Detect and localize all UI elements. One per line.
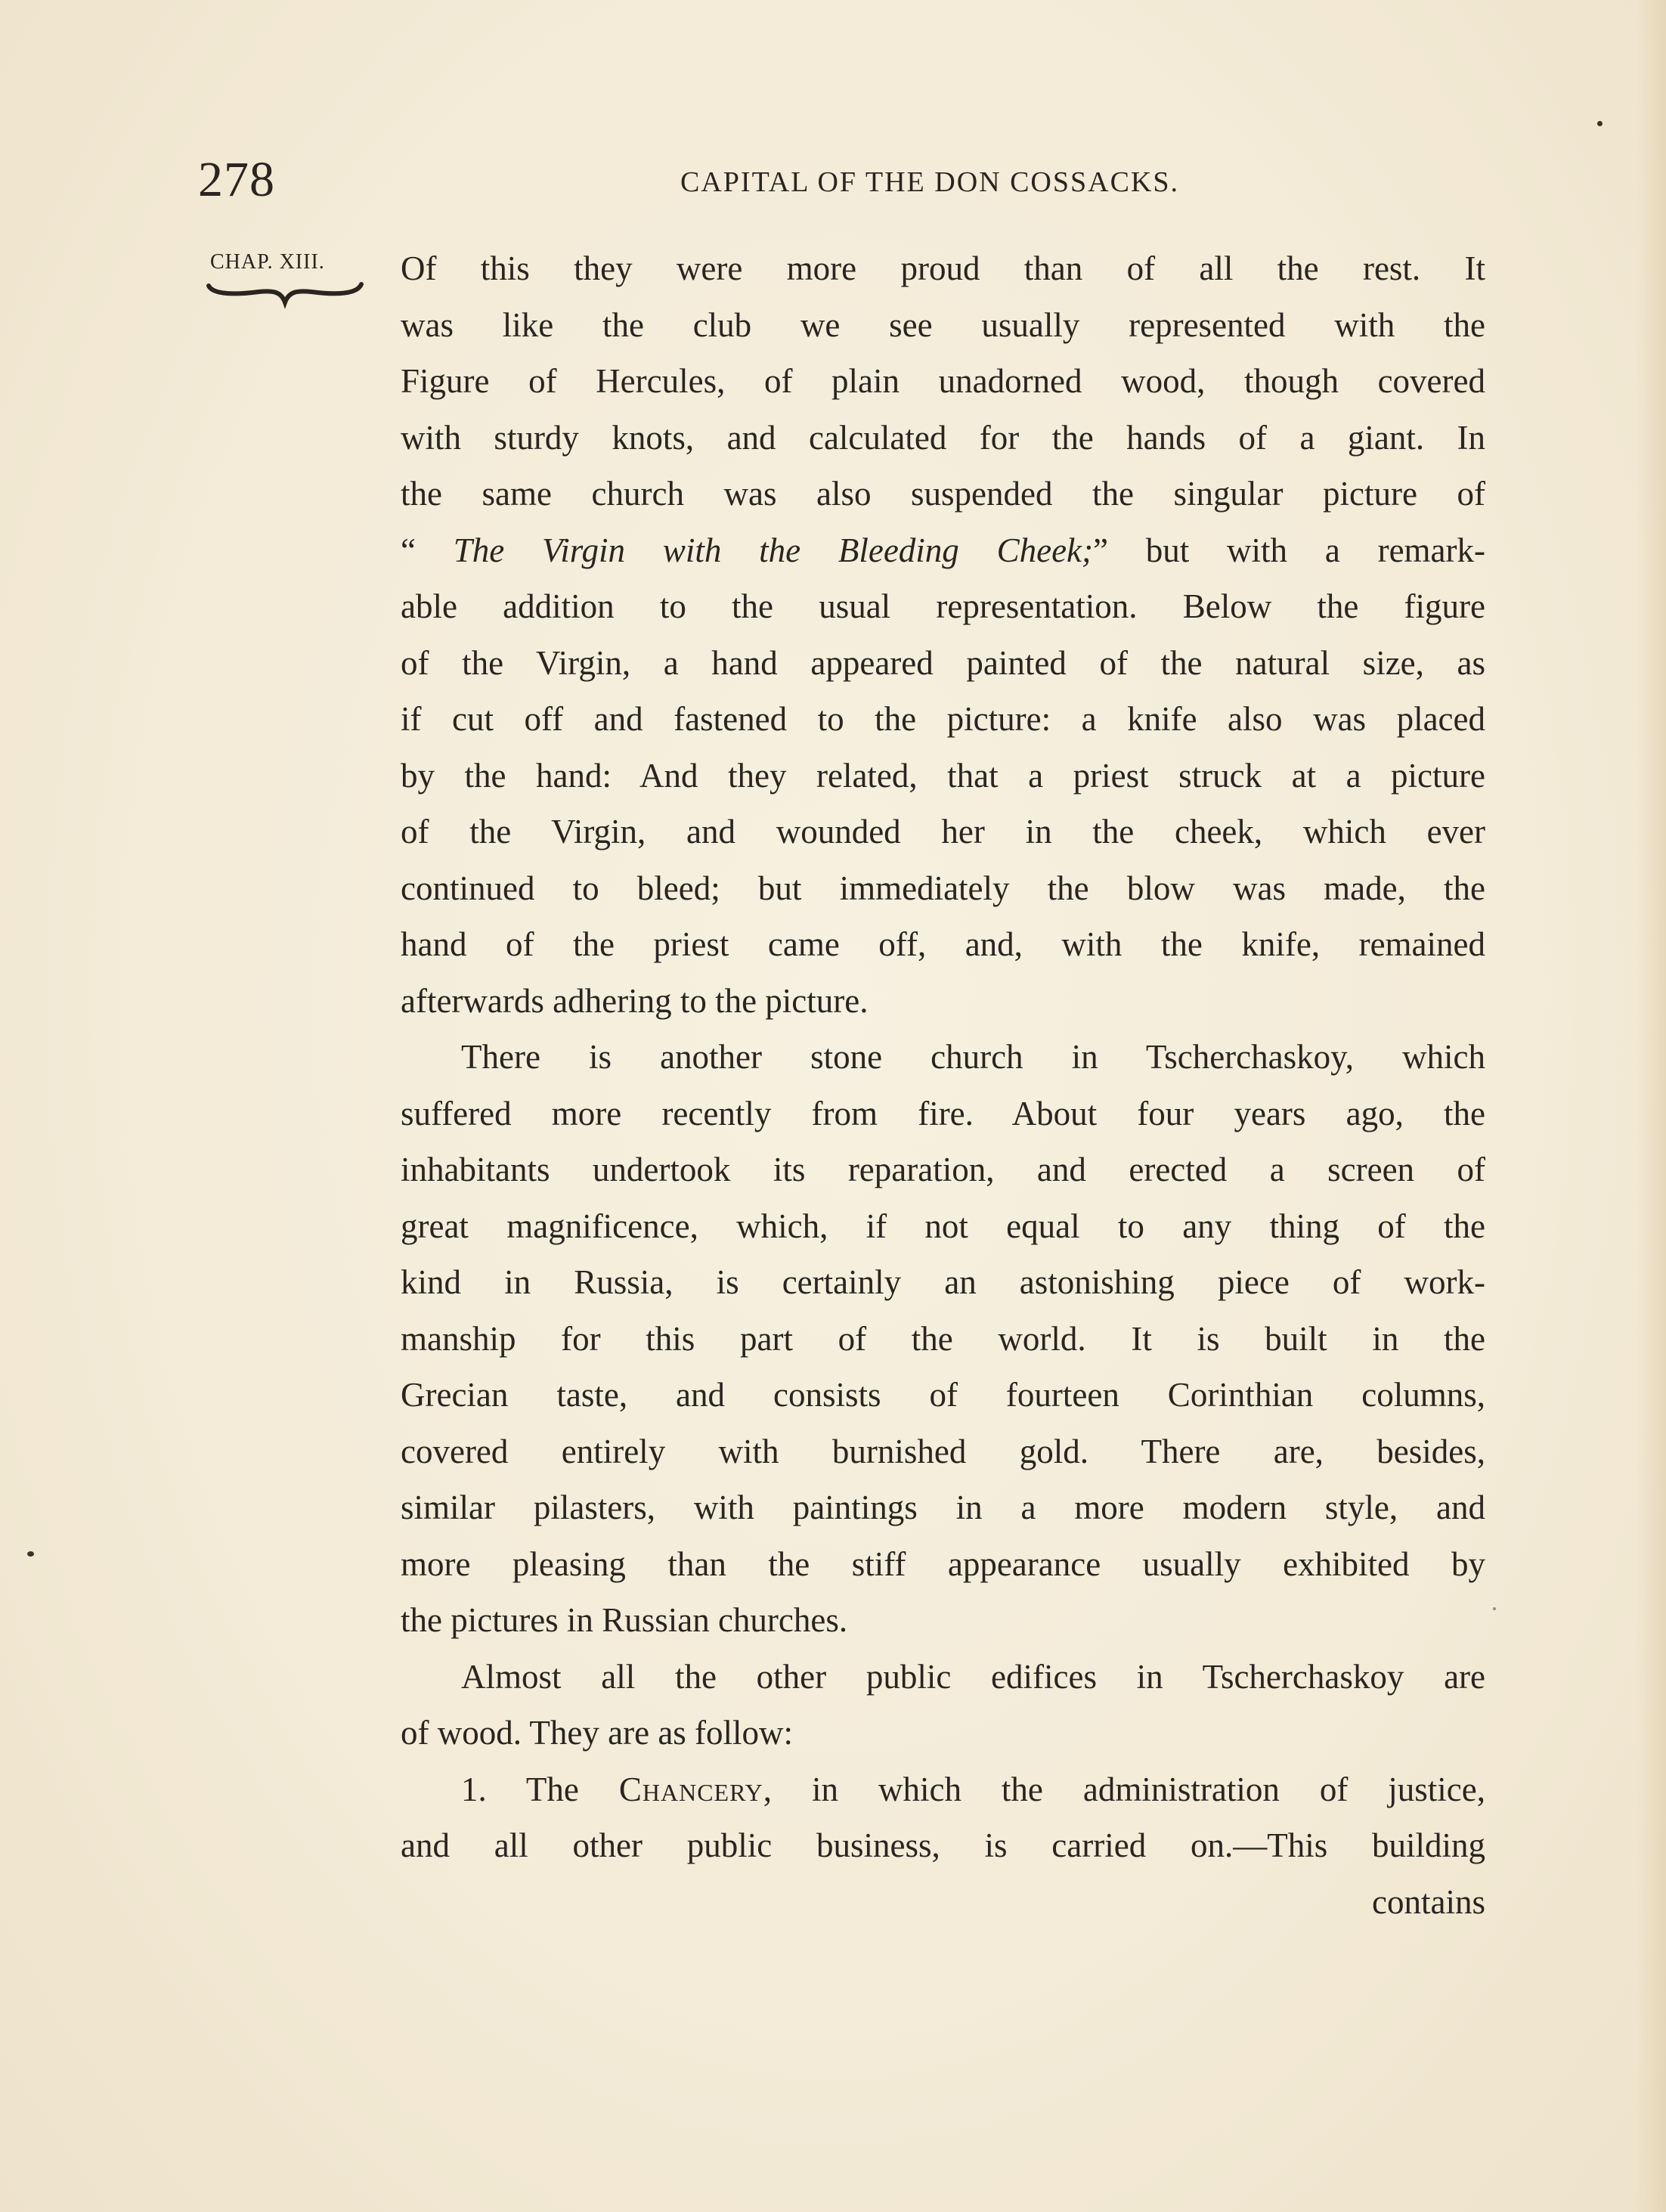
line-rest: , in which the administration of justice, — [763, 1770, 1485, 1808]
running-head: CAPITAL OF THE DON COSSACKS. — [680, 166, 1179, 198]
text-line-italic-title — [401, 522, 1485, 579]
text-line: continued to bleed; but immediately the blow was made, the — [401, 869, 1485, 907]
text-line: manship for this part of the world. It is built in the — [401, 1319, 1485, 1358]
body-text — [401, 240, 1485, 1930]
text-line: suffered more recently from fire. About four years ago, the — [401, 1094, 1485, 1132]
text-line: kind in Russia, is certainly an astonishing piece of work- — [401, 1263, 1485, 1301]
text-line: was like the club we see usually represented with the — [401, 305, 1485, 344]
print-speck — [1597, 121, 1603, 126]
catchword: contains — [1372, 1882, 1485, 1921]
text-line: of wood. They are as follow: — [401, 1714, 794, 1752]
list-number: 1. The — [461, 1770, 619, 1808]
chapter-label: CHAP. XIII. — [210, 250, 325, 274]
text-line: Grecian taste, and consists of fourteen Corinthian columns, — [401, 1376, 1485, 1414]
text-line: There is another stone church in Tscherchaskoy, which — [461, 1038, 1485, 1076]
text-line: more pleasing than the stiff appearance usually exhibited by — [401, 1544, 1485, 1583]
text-line: great magnificence, which, if not equal to any thing of the — [401, 1207, 1485, 1245]
text-line: similar pilasters, with paintings in a more modern style, and — [401, 1489, 1485, 1526]
page-number: 278 — [198, 152, 275, 207]
picture-title: The Virgin with the Bleeding Cheek; — [453, 531, 1094, 569]
line-rest: but with a remark- — [1108, 531, 1485, 569]
text-line: inhabitants undertook its reparation, and erected a screen of — [401, 1151, 1485, 1188]
text-line: hand of the priest came off, and, with the knife, remained — [401, 925, 1485, 963]
text-line: afterwards adhering to the picture. — [401, 981, 869, 1020]
text-line: if cut off and fastened to the picture: a knife also was placed — [401, 700, 1485, 738]
text-line: Of this they were more proud than of all the rest. It — [401, 249, 1485, 287]
text-line: covered entirely with burnished gold. There are, besides, — [401, 1432, 1485, 1470]
quote-close: ” — [1093, 531, 1108, 569]
text-line: Figure of Hercules, of plain unadorned wood, though covered — [401, 362, 1485, 400]
print-speck — [27, 1551, 34, 1557]
text-line: able addition to the usual representation. Below the figure — [401, 587, 1485, 625]
text-line: the pictures in Russian churches. — [401, 1601, 848, 1639]
chancery-term: Chancery — [618, 1770, 763, 1808]
text-line: Almost all the other public edifices in Tscherchaskoy are — [461, 1657, 1485, 1696]
text-line: of the Virgin, a hand appeared painted of the natural size, as — [401, 643, 1485, 682]
print-speck — [1493, 1607, 1496, 1610]
text-line-chancery — [401, 1761, 1485, 1818]
page-edge-shadow — [1636, 0, 1666, 2212]
text-line: of the Virgin, and wounded her in the cheek, which ever — [401, 813, 1485, 850]
brace-ornament — [206, 280, 364, 310]
quote-open: “ — [401, 531, 454, 569]
text-line: with sturdy knots, and calculated for the hands of a giant. In — [401, 418, 1485, 457]
text-line: by the hand: And they related, that a priest struck at a picture — [401, 756, 1485, 795]
text-line: and all other public business, is carried on.—This building — [401, 1826, 1485, 1864]
text-line: the same church was also suspended the singular picture of — [401, 475, 1485, 513]
